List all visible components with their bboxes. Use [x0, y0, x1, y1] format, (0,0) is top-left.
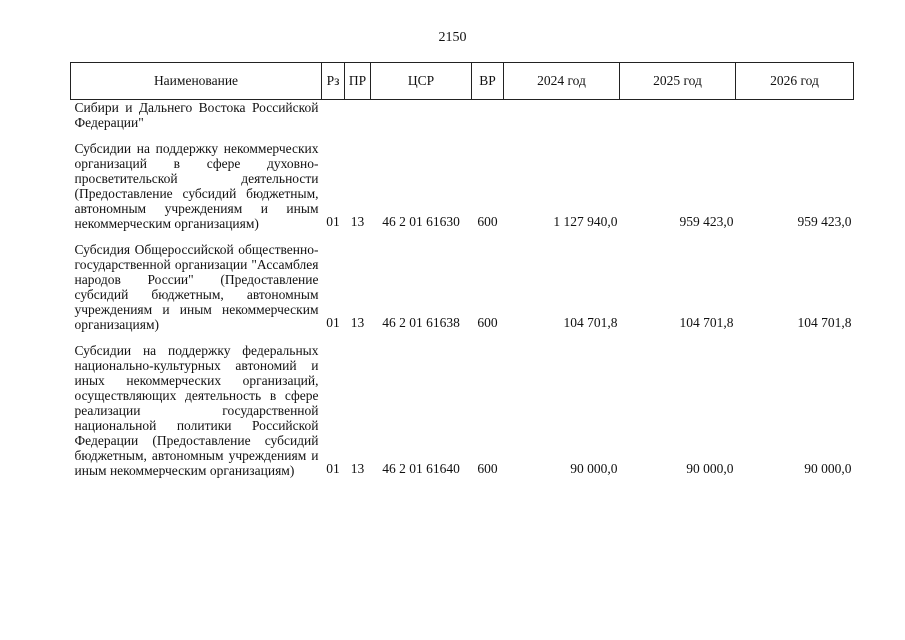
row-rz: 01: [326, 315, 340, 330]
row-vr: 600: [477, 214, 498, 229]
row-pr: 13: [350, 461, 365, 476]
row-2024: 1 127 940,0: [553, 214, 618, 229]
header-csr: ЦСР: [371, 63, 472, 100]
row-rz: 01: [326, 214, 340, 229]
row-csr: 46 2 01 61638: [382, 315, 460, 330]
row-name: Субсидия Общероссийской общественно-государственной организации "Ассамблея народов России" (Предоставление субсидий бюджетным, автономным учреждениям и иным некоммерческим организациям): [74, 242, 319, 332]
budget-table: [70, 62, 854, 478]
row-2025: 90 000,0: [686, 461, 734, 476]
row-vr: 600: [477, 461, 498, 476]
row-2025: 104 701,8: [679, 315, 734, 330]
header-2024: 2024 год: [504, 63, 620, 100]
table-row: [71, 332, 854, 478]
header-pr: ПР: [345, 63, 371, 100]
table-row: [71, 130, 854, 231]
row-pr: 13: [350, 214, 365, 229]
row-vr: 600: [477, 315, 498, 330]
row-name: Сибири и Дальнего Востока Российской Федерации": [74, 100, 319, 130]
row-csr: 46 2 01 61630: [382, 214, 460, 229]
header-rz: Рз: [322, 63, 345, 100]
table-row-continuation: [71, 100, 854, 131]
row-rz: 01: [326, 461, 340, 476]
row-2024: 90 000,0: [570, 461, 618, 476]
header-2026: 2026 год: [736, 63, 854, 100]
row-2025: 959 423,0: [679, 214, 734, 229]
row-2026: 104 701,8: [797, 315, 852, 330]
row-name: Субсидии на поддержку некоммерческих организаций в сфере духовно-просветительской деятельности (Предоставление субсидий бюджетным, автономным учреждениям и иным некоммерческим организациям): [74, 141, 319, 231]
header-vr: ВР: [472, 63, 504, 100]
row-name: Субсидии на поддержку федеральных национально-культурных автономий и иных некоммерческих организаций, осуществляющих деятельность в сфере реализации государственной национальной политики Российской Федерации (Предоставление субсидий бюджетным, автономным учреждениям и иным некоммерческим организациям): [74, 343, 319, 478]
row-pr: 13: [350, 315, 365, 330]
row-csr: 46 2 01 61640: [382, 461, 460, 476]
row-2024: 104 701,8: [563, 315, 618, 330]
row-2026: 959 423,0: [797, 214, 852, 229]
header-2025: 2025 год: [620, 63, 736, 100]
header-name: Наименование: [71, 63, 322, 100]
row-2026: 90 000,0: [804, 461, 852, 476]
table-row: [71, 231, 854, 332]
table-header: [71, 63, 854, 100]
page-number: 2150: [438, 30, 467, 45]
